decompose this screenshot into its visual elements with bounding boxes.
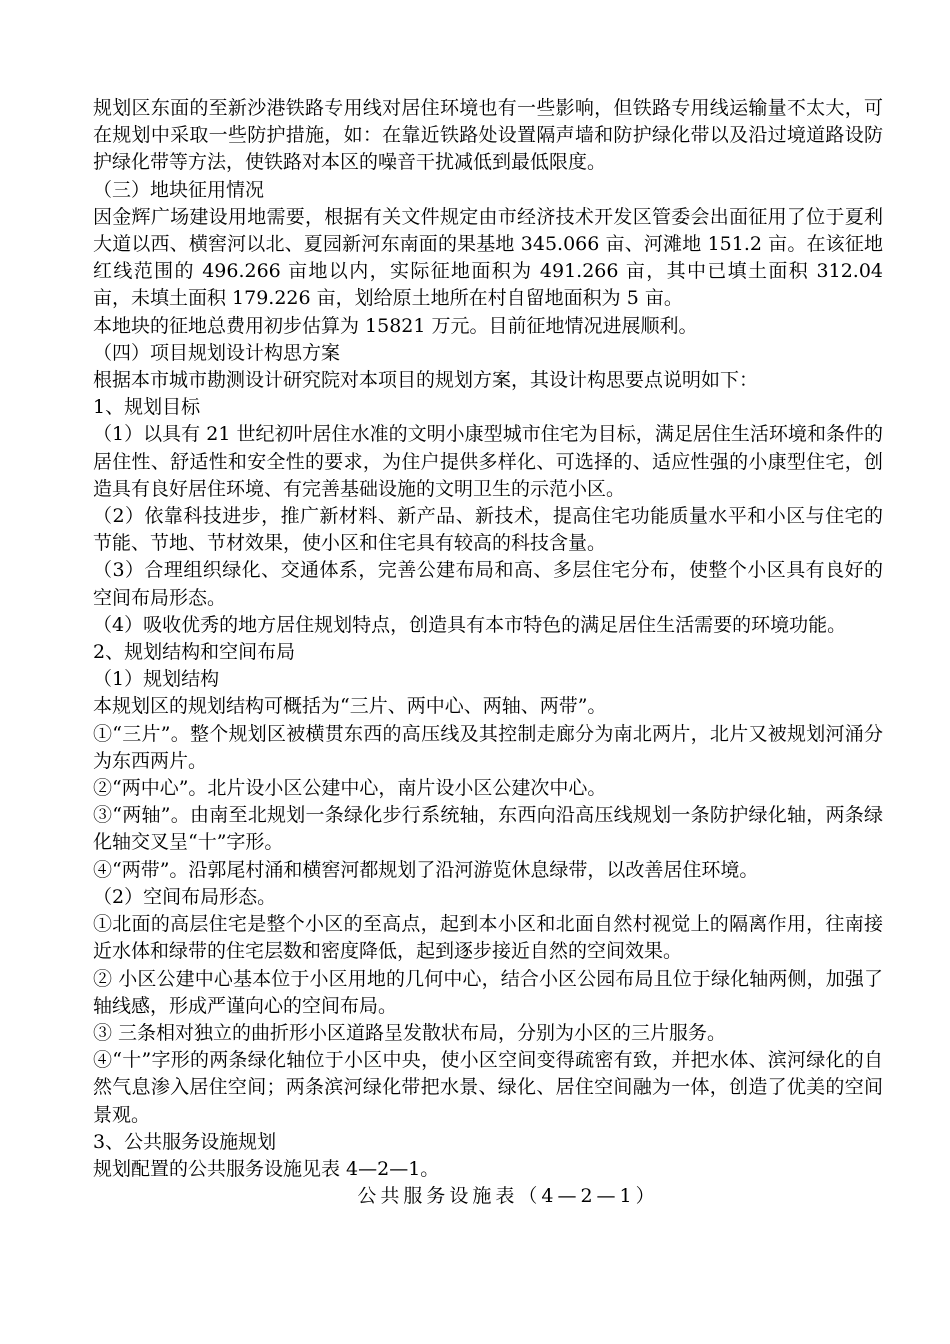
document-page <box>93 95 883 1210</box>
paragraph-goal-2: （2）依靠科技进步，推广新材料、新产品、新技术，提高住宅功能质量水平和小区与住宅的节能、节地、节材效果，使小区和住宅具有较高的科技含量。 <box>93 505 883 555</box>
paragraph-facilities-reference: 规划配置的公共服务设施见表 4—2—1。 <box>93 1157 440 1180</box>
paragraph-spatial-3: ③ 三条相对独立的曲折形小区道路呈发散状布局，分别为小区的三片服务。 <box>93 1021 727 1044</box>
paragraph-three-zones: ①“三片”。整个规划区被横贯东西的高压线及其控制走廊分为南北两片，北片又被规划河涌分为东西两片。 <box>93 722 883 772</box>
paragraph-two-belts: ④“两带”。沿郭尾村涌和横窖河都规划了沿河游览休息绿带，以改善居住环境。 <box>93 858 759 881</box>
heading-public-facilities: 3、公共服务设施规划 <box>93 1130 277 1153</box>
paragraph-acquisition-cost: 本地块的征地总费用初步估算为 15821 万元。目前征地情况进展顺利。 <box>93 314 698 337</box>
paragraph-goal-4: （4）吸收优秀的地方居住规划特点，创造具有本市特色的满足居住生活需要的环境功能。 <box>93 613 847 636</box>
paragraph-goal-1: （1）以具有 21 世纪初叶居住水准的文明小康型城市住宅为目标，满足居住生活环境和条件的居住性、舒适性和安全性的要求，为住户提供多样化、可选择的、适应性强的小康型住宅，创造具有良好居住环境、有完善基础设施的文明卫生的示范小区。 <box>93 423 883 500</box>
paragraph-railway-impact: 规划区东面的至新沙港铁路专用线对居住环境也有一些影响，但铁路专用线运输量不太大，可在规划中采取一些防护措施，如：在靠近铁路处设置隔声墙和防护绿化带以及沿过境道路设防护绿化带等方法，使铁路对本区的噪音干扰减低到最低限度。 <box>93 97 883 174</box>
paragraph-spatial-2: ② 小区公建中心基本位于小区用地的几何中心，结合小区公园布局且位于绿化轴两侧，加强了轴线感，形成严谨向心的空间布局。 <box>93 967 883 1017</box>
heading-spatial-layout: （2）空间布局形态。 <box>93 885 277 908</box>
heading-planning-goals: 1、规划目标 <box>93 396 201 419</box>
table-caption: 公共服务设施表（4—2—1） <box>357 1185 659 1208</box>
paragraph-two-centers: ②“两中心”。北片设小区公建中心，南片设小区公建次中心。 <box>93 777 607 800</box>
paragraph-two-axes: ③“两轴”。由南至北规划一条绿化步行系统轴，东西向沿高压线规划一条防护绿化轴，两条绿化轴交叉呈“十”字形。 <box>93 804 883 854</box>
heading-land-acquisition: （三）地块征用情况 <box>93 178 265 201</box>
paragraph-goal-3: （3）合理组织绿化、交通体系，完善公建布局和高、多层住宅分布，使整个小区具有良好的空间布局形态。 <box>93 559 883 609</box>
paragraph-spatial-4: ④“十”字形的两条绿化轴位于小区中央，使小区空间变得疏密有致，并把水体、滨河绿化的自然气息渗入居住空间；两条滨河绿化带把水景、绿化、居住空间融为一体，创造了优美的空间景观。 <box>93 1049 883 1126</box>
paragraph-land-acquisition: 因金辉广场建设用地需要，根据有关文件规定由市经济技术开发区管委会出面征用了位于夏利大道以西、横窖河以北、夏园新河东南面的果基地 345.066 亩、河滩地 151.2 亩。在该征地红线范围的 496.266 亩地以内，实际征地面积为 491.266 亩，其中已填土面积 312.04 亩，未填土面积 179.226 亩，划给原土地所在村自留地面积为 5 亩。 <box>93 205 883 310</box>
heading-structure-layout: 2、规划结构和空间布局 <box>93 641 296 664</box>
heading-design-concept: （四）项目规划设计构思方案 <box>93 341 341 364</box>
paragraph-design-intro: 根据本市城市勘测设计研究院对本项目的规划方案，其设计构思要点说明如下： <box>93 369 759 392</box>
paragraph-spatial-1: ①北面的高层住宅是整个小区的至高点，起到本小区和北面自然村视觉上的隔离作用，往南接近水体和绿带的住宅层数和密度降低，起到逐步接近自然的空间效果。 <box>93 913 883 963</box>
heading-planning-structure: （1）规划结构 <box>93 668 220 691</box>
paragraph-structure-summary: 本规划区的规划结构可概括为“三片、两中心、两轴、两带”。 <box>93 695 607 718</box>
